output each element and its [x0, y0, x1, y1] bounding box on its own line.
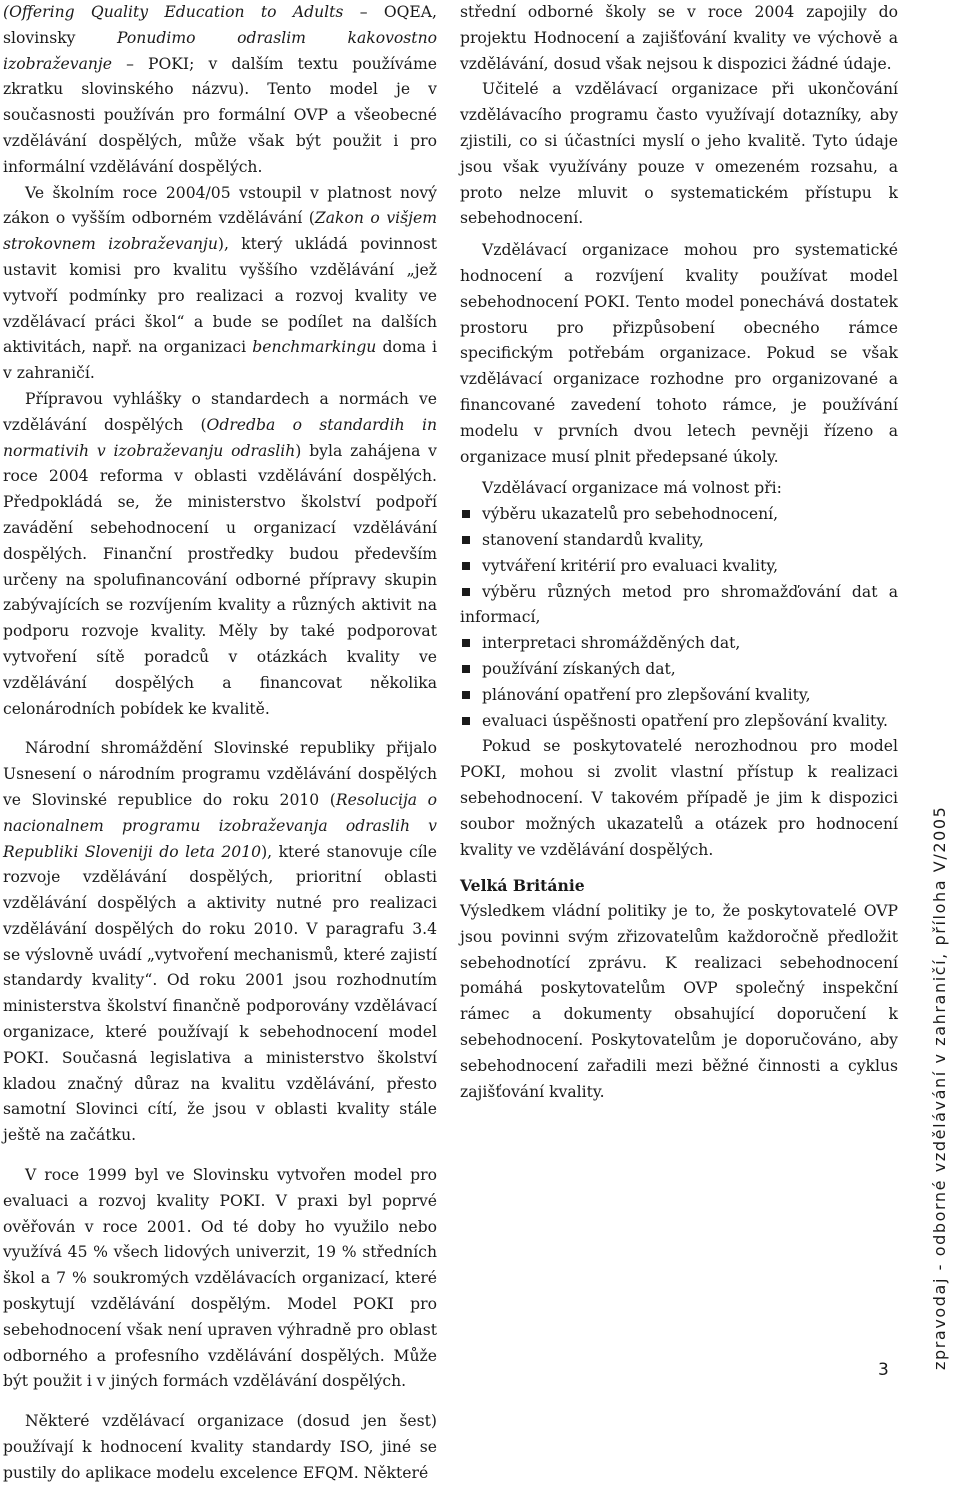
list-item: vytváření kritérií pro evaluaci kvality, — [460, 554, 898, 580]
paragraph: (Offering Quality Education to Adults – OQEA, slovinsky Ponudimo odraslim kakovostno izobraževanje – POKI; v dalším textu používáme zkratku slovinského názvu). Tento model je v současnosti používán pro formální OVP a všeobecné vzdělávání dospělých, může však být použit i pro informální vzdělávání dospělých. — [3, 3, 438, 176]
paragraph: Učitelé a vzdělávací organizace při ukončování vzdělávacího programu často využívají dotazníky, aby zjistili, co si účastníci myslí o jeho kvalitě. Tyto údaje jsou však využívány pouze v omezeném rozsahu, a proto nelze mluvit o systematickém přístupu k sebehodnocení. — [460, 80, 898, 228]
left-column — [3, 0, 437, 1487]
list-item: výběru ukazatelů pro sebehodnocení, — [460, 502, 898, 528]
right-column — [460, 0, 898, 1105]
paragraph: Vzdělávací organizace má volnost při: — [482, 479, 782, 498]
paragraph: Vzdělávací organizace mohou pro systematické hodnocení a rozvíjení kvality používat model sebehodnocení POKI. Tento model ponechává dostatek prostoru pro přizpůsobení obecného rámce specifickým potřebám organizace. Pokud se však vzdělávací organizace rozhodne pro organizované a financované zavedení tohoto rámce, je používání modelu v prvních dvou letech pevněji řízeno a organizace musí plnit předepsané úkoly. — [460, 241, 898, 466]
paragraph: Pokud se poskytovatelé nerozhodnou pro model POKI, mohou si zvolit vlastní přístup k realizaci sebehodnocení. V takovém případě je jim k dispozici soubor možných ukazatelů a otázek pro hodnocení kvality ve vzdělávání dospělých. — [460, 737, 898, 859]
list-item: plánování opatření pro zlepšování kvality, — [460, 683, 898, 709]
paragraph: střední odborné školy se v roce 2004 zapojily do projektu Hodnocení a zajišťování kvality ve výchově a vzdělávání, dosud však nejsou k dispozici žádné údaje. — [460, 3, 898, 73]
paragraph: Přípravou vyhlášky o standardech a normách ve vzdělávání dospělých (Odredba o standardih in normativih v izobraževanju odraslih) byla zahájena v roce 2004 reforma v oblasti vzdělávání dospělých. Předpokládá se, že ministerstvo školství podpoří zavádění sebehodnocení u organizací vzdělávání dospělých. Finanční prostředky budou především určeny na spolufinancování odborné přípravy skupin zabývajících se rozvíjením kvality a různých aktivit na podporu rozvoje kvality. Měly by také podporovat vytvoření sítě poradců v otázkách kvality ve vzdělávání dospělých a financovat několika celonárodních pobídek ke kvalitě. — [3, 389, 437, 718]
paragraph: Výsledkem vládní politiky je to, že poskytovatelé OVP jsou povinni svým zřizovatelům každoročně předložit sebehodnotící zprávu. K realizaci sebehodnocení pomáhá poskytovatelům OVP společný inspekční rámec a dokumenty obsahující doporučení k sebehodnocení. Poskytovatelům je doporučováno, aby sebehodnocení zařadili mezi běžné činnosti a cyklus zajišťování kvality. — [460, 902, 898, 1101]
list-item: evaluaci úspěšnosti opatření pro zlepšování kvality. — [460, 709, 898, 735]
list-item: používání získaných dat, — [460, 657, 898, 683]
page-number: 3 — [878, 1360, 889, 1380]
bullet-list — [460, 502, 898, 734]
section-heading: Velká Británie — [460, 876, 585, 896]
paragraph: V roce 1999 byl ve Slovinsku vytvořen model pro evaluaci a rozvoj kvality POKI. V praxi byl poprvé ověřován v roce 2001. Od té doby ho využilo nebo využívá 45 % všech lidových univerzit, 19 % středních škol a 7 % soukromých vzdělávacích organizací, které poskytují vzdělávání dospělým. Model POKI pro sebehodnocení však není upraven výhradně pro oblast odborného a profesního vzdělávání dospělých. Může být použit i v jiných formách vzdělávání dospělých. — [3, 1166, 437, 1391]
list-item: stanovení standardů kvality, — [460, 528, 898, 554]
paragraph: Ve školním roce 2004/05 vstoupil v platnost nový zákon o vyšším odborném vzdělávání (Zakon o višjem strokovnem izobraževanju), který ukládá povinnost ustavit komisi pro kvalitu vyššího vzdělávání „jež vytvoří podmínky pro realizaci a rozvoj kvality ve vzdělávací práci škol“ a bude se podílet na dalších aktivitách, např. na organizaci benchmarkingu doma i v zahraničí. — [3, 183, 437, 383]
paragraph: Národní shromáždění Slovinské republiky přijalo Usnesení o národním programu vzdělávání dospělých ve Slovinské republice do roku 2010 (Resolucija o nacionalnem programu izobraževanja odraslih v Republiki Sloveniji do leta 2010), které stanovuje cíle rozvoje vzdělávání dospělých, prioritní oblasti vzdělávání dospělých a aktivity nutné pro realizaci vzdělávání dospělých do roku 2010. V paragrafu 3.4 se výslovně uvádí „vytvoření mechanismů, které zajistí standardy kvality“. Od roku 2001 jsou rozhodnutím ministerstva školství finančně podporovány vzdělávací organizace, které používají k sebehodnocení model POKI. Současná legislativa a ministerstvo školství kladou značný důraz na kvalitu vzdělávání, přesto samotní Slovinci cítí, že jsou v oblasti kvality stále ještě na začátku. — [3, 739, 437, 1145]
running-header: zpravodaj - odborné vzdělávání v zahraničí, příloha V/2005 — [930, 805, 949, 1370]
list-item: interpretaci shromážděných dat, — [460, 631, 898, 657]
list-item: výběru různých metod pro shromažďování dat a informací, — [460, 580, 898, 632]
paragraph: Některé vzdělávací organizace (dosud jen šest) používají k hodnocení kvality standardy ISO, jiné se pustily do aplikace modelu excelence EFQM. Některé — [3, 1412, 437, 1482]
